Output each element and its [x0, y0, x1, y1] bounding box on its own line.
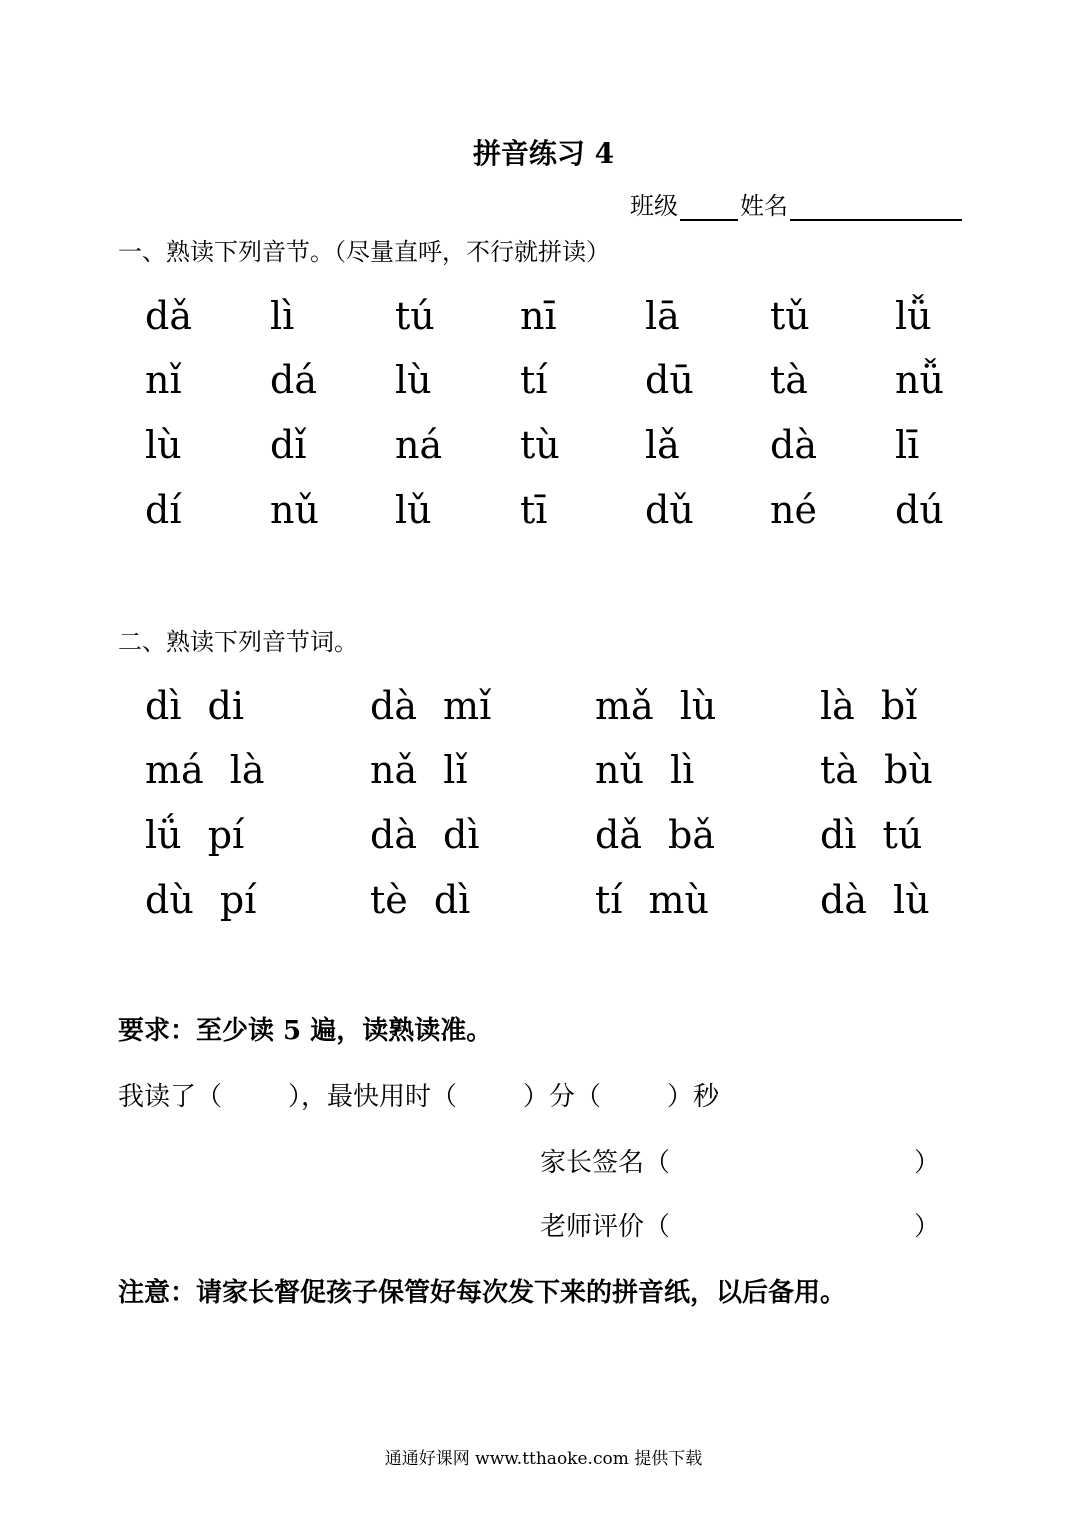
syllable: dí: [145, 488, 182, 532]
syllable: lǚ: [895, 294, 932, 338]
read-count-label: 我读了（: [118, 1082, 223, 1112]
footer-text: 通通好课网 www.tthaoke.com 提供下载: [384, 1449, 703, 1469]
syllable: lì: [270, 294, 295, 338]
syllable: tī: [520, 488, 548, 532]
syllable: tù: [520, 423, 560, 467]
syllable: lā: [645, 294, 680, 338]
syllable: lǔ: [395, 488, 432, 532]
syllable: nǚ: [895, 358, 944, 402]
note-text: 注意：请家长督促孩子保管好每次发下来的拼音纸，以后备用。: [118, 1278, 847, 1308]
section1-heading: 一、熟读下列音节。（尽量直呼，不行就拼读）: [118, 238, 610, 266]
syllable-word: dì di: [145, 684, 245, 728]
syllable-word: má là: [145, 748, 265, 792]
class-blank: [680, 195, 738, 221]
syllable: dū: [645, 358, 694, 402]
syllable-word: tà bù: [820, 748, 933, 792]
syllable: tú: [395, 294, 435, 338]
syllable: nǐ: [145, 358, 182, 402]
syllable-word: tí mù: [595, 878, 710, 922]
teacher-evaluation-label: 老师评价（: [540, 1212, 671, 1242]
word-row: [0, 676, 1087, 736]
syllable: lù: [395, 358, 432, 402]
syllable-word: dà mǐ: [370, 684, 492, 728]
syllable-word: nǎ lǐ: [370, 748, 468, 792]
syllable-word: dǎ bǎ: [595, 813, 716, 857]
parent-signature-label: 家长签名（: [540, 1148, 671, 1178]
class-name-line: [630, 186, 964, 221]
requirement-text: 要求：至少读 5 遍，读熟读准。: [118, 1016, 493, 1046]
syllable: ná: [395, 423, 443, 467]
syllable-word: mǎ lù: [595, 684, 717, 728]
syllable: dá: [270, 358, 317, 402]
syllable: tǔ: [770, 294, 810, 338]
fastest-time-label: ），最快用时（: [288, 1082, 458, 1112]
syllable-row: [0, 415, 1087, 475]
syllable: tí: [520, 358, 548, 402]
syllable: dú: [895, 488, 944, 532]
parent-signature-close: ）: [914, 1148, 941, 1178]
name-blank: [790, 195, 962, 221]
word-row: [0, 870, 1087, 930]
syllable: lǎ: [645, 423, 680, 467]
syllable: dǎ: [145, 294, 192, 338]
syllable-row: [0, 286, 1087, 346]
syllable-word: dà dì: [370, 813, 480, 857]
section2-heading: 二、熟读下列音节词。: [118, 628, 358, 656]
read-count-line: [118, 1076, 719, 1113]
syllable: né: [770, 488, 817, 532]
teacher-evaluation-line: [540, 1206, 940, 1243]
teacher-evaluation-close: ）: [914, 1212, 941, 1242]
class-label: 班级: [630, 192, 678, 220]
syllable-word: lǘ pí: [145, 813, 245, 857]
parent-signature-line: [540, 1142, 940, 1179]
syllable: lù: [145, 423, 182, 467]
name-label: 姓名: [740, 192, 788, 220]
syllable-word: dù pí: [145, 878, 257, 922]
syllable-word: dà lù: [820, 878, 930, 922]
syllable-row: [0, 350, 1087, 410]
syllable-word: tè dì: [370, 878, 471, 922]
syllable: lī: [895, 423, 920, 467]
syllable: dǐ: [270, 423, 307, 467]
syllable: nǔ: [270, 488, 319, 532]
syllable: tà: [770, 358, 808, 402]
word-row: [0, 805, 1087, 865]
syllable-word: là bǐ: [820, 684, 918, 728]
syllable: nī: [520, 294, 557, 338]
minutes-label: ）分（: [523, 1082, 602, 1112]
syllable-word: nǔ lì: [595, 748, 695, 792]
seconds-label: ）秒: [667, 1082, 720, 1112]
page-title: 拼音练习 4: [472, 137, 615, 170]
syllable-word: dì tú: [820, 813, 923, 857]
word-row: [0, 740, 1087, 800]
syllable: dǔ: [645, 488, 694, 532]
syllable-row: [0, 480, 1087, 540]
syllable: dà: [770, 423, 817, 467]
